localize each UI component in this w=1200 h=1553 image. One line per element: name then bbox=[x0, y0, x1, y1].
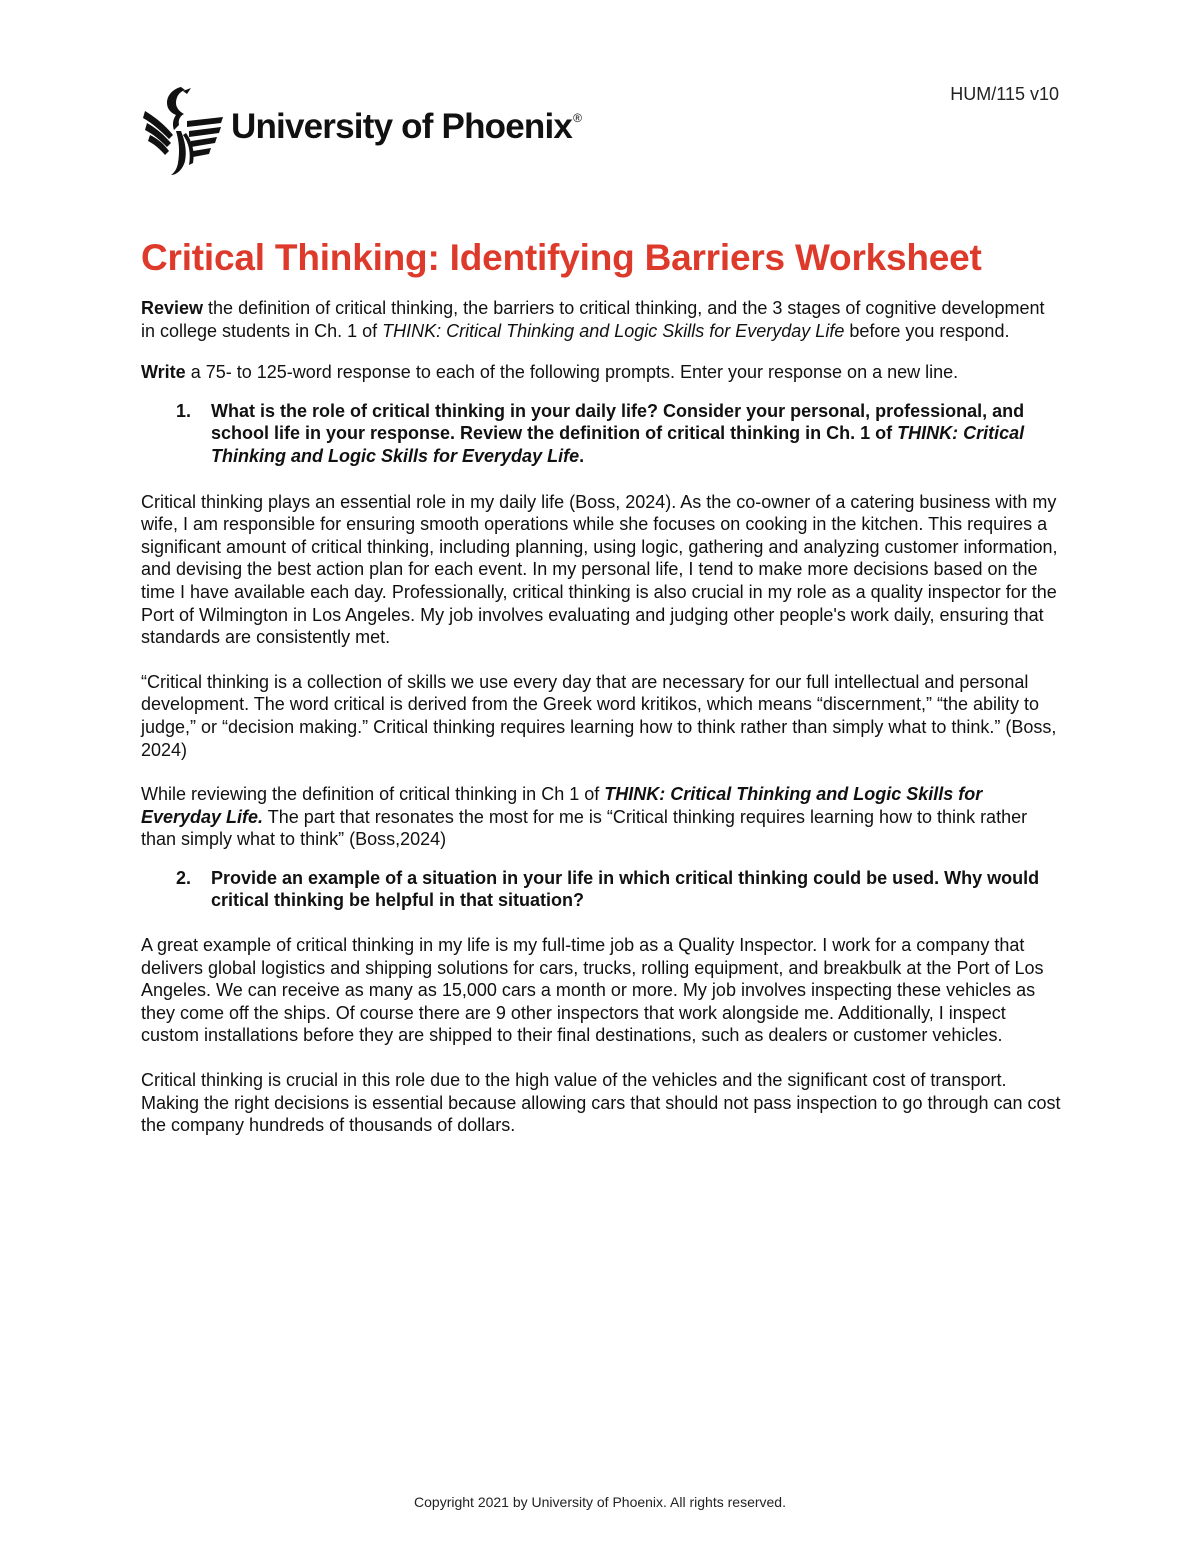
page-title: Critical Thinking: Identifying Barriers Worksheet bbox=[141, 237, 982, 278]
review-instruction: Review the definition of critical thinking, the barriers to critical thinking, and the 3 stages of cognitive development in college students in Ch. 1 of THINK: Critical Thinking and Logic Skills for Everyday Life before you respond. bbox=[141, 298, 1045, 341]
copyright-footer: Copyright 2021 by University of Phoenix. All rights reserved. bbox=[414, 1494, 786, 1510]
course-code: HUM/115 v10 bbox=[950, 84, 1059, 104]
question-number: 2. bbox=[176, 867, 192, 888]
answer-2-paragraph-1: A great example of critical thinking in my life is my full-time job as a Quality Inspector. I work for a company that delivers global logistics and shipping solutions for cars, trucks, rolling equipment, and breakbulk at the Port of Los Angeles. We can receive as many as 15,000 cars a month or more. My job involves inspecting these vehicles as they come off the ships. Of course there are 9 other inspectors that work alongside me. Additionally, I inspect custom installations before they are shipped to their final destinations, such as dealers or customer vehicles. bbox=[141, 935, 1044, 1046]
question-text: What is the role of critical thinking in your daily life? Consider your personal, professional, and school life in your response. Review the definition of critical thinking in Ch. 1 of THINK: Critical Thinking and Logic Skills for Everyday Life. bbox=[211, 400, 1025, 466]
worksheet-body bbox=[141, 297, 1061, 1159]
phoenix-bird-icon bbox=[143, 85, 223, 177]
answer-1-quote: “Critical thinking is a collection of skills we use every day that are necessary for our full intellectual and personal development. The word critical is derived from the Greek word kritikos, which means “discernment,” “the ability to judge,” or “decision making.” Critical thinking requires learning how to think rather than simply what to think.” (Boss, 2024) bbox=[141, 671, 1057, 760]
question-2 bbox=[176, 867, 1061, 912]
answer-1-paragraph-1: Critical thinking plays an essential role in my daily life (Boss, 2024). As the co-owner of a catering business with my wife, I am responsible for ensuring smooth operations while she focuses on cooking in the kitchen. This requires a significant amount of critical thinking, including planning, using logic, gathering and analyzing customer information, and devising the best action plan for each event. In my personal life, I tend to make more decisions based on the time I have available each day. Professionally, critical thinking is also crucial in my role as a quality inspector for the Port of Wilmington in Los Angeles. My job involves evaluating and judging other people's work daily, ensuring that standards are consistently met. bbox=[141, 491, 1058, 648]
answer-1-paragraph-3: While reviewing the definition of critical thinking in Ch 1 of THINK: Critical Thinking and Logic Skills for Everyday Life. The part that resonates the most for me is “Critical thinking requires learning how to think rather than simply what to think” (Boss,2024) bbox=[141, 784, 1028, 850]
write-instruction: Write a 75- to 125-word response to each of the following prompts. Enter your response on a new line. bbox=[141, 362, 959, 383]
question-number: 1. bbox=[176, 400, 192, 421]
logo-wordmark: University of Phoenix® bbox=[231, 107, 582, 146]
answer-2-paragraph-2: Critical thinking is crucial in this role due to the high value of the vehicles and the significant cost of transport. Making the right decisions is essential because allowing cars that should not pass inspection to go through can cost the company hundreds of thousands of dollars. bbox=[141, 1070, 1061, 1136]
question-1 bbox=[176, 400, 1061, 468]
university-logo bbox=[143, 85, 582, 177]
question-text: Provide an example of a situation in your life in which critical thinking could be used. Why would critical thinking be helpful in that situation? bbox=[211, 867, 1040, 911]
